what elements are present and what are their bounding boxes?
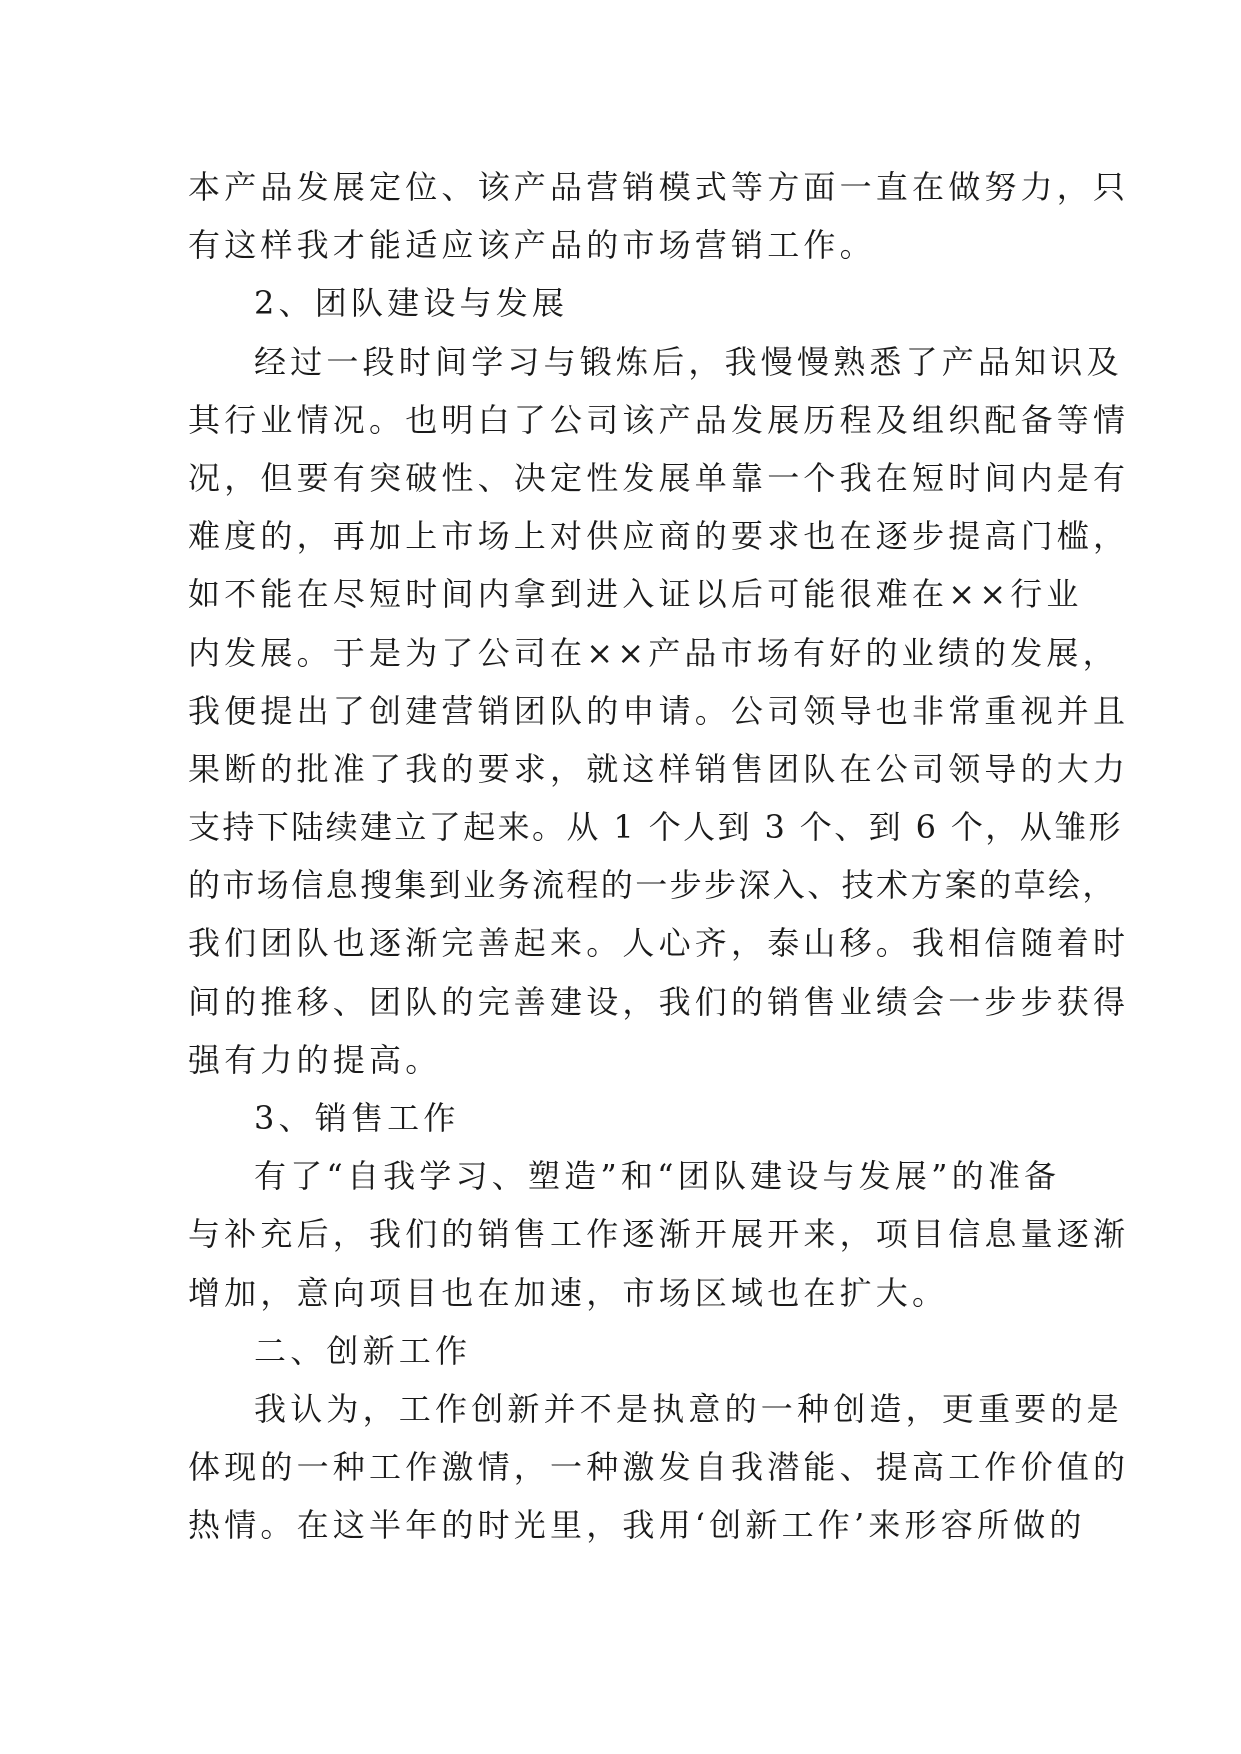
- text-line: 有了“自我学习、塑造”和“团队建设与发展”的准备: [254, 1157, 1061, 1196]
- text-line: 经过一段时间学习与锻炼后，我慢慢熟悉了产品知识及: [254, 342, 1123, 381]
- body-text: [188, 158, 1130, 1555]
- text-line: 与补充后，我们的销售工作逐渐开展开来，项目信息量逐渐: [188, 1215, 1130, 1254]
- section-heading: 3、销售工作: [254, 1099, 460, 1137]
- text-line: 其行业情况。也明白了公司该产品发展历程及组织配备等情: [188, 400, 1130, 439]
- text-line: 我便提出了创建营销团队的申请。公司领导也非常重视并且: [188, 691, 1130, 730]
- text-line: 难度的，再加上市场上对供应商的要求也在逐步提高门槛，: [188, 517, 1130, 556]
- text-line: 我认为，工作创新并不是执意的一种创造，更重要的是: [254, 1389, 1123, 1428]
- text-line: 况，但要有突破性、决定性发展单靠一个我在短时间内是有: [188, 458, 1130, 497]
- text-line: 的市场信息搜集到业务流程的一步步深入、技术方案的草绘，: [188, 866, 1117, 905]
- text-line: 有这样我才能适应该产品的市场营销工作。: [188, 226, 876, 265]
- text-line: 如不能在尽短时间内拿到进入证以后可能很难在××行业: [188, 575, 1083, 614]
- text-line: 我们团队也逐渐完善起来。人心齐，泰山移。我相信随着时: [188, 924, 1130, 963]
- text-line: 强有力的提高。: [188, 1040, 442, 1079]
- text-line: 支持下陆续建立了起来。从 1 个人到 3 个、到 6 个，从雏形: [188, 808, 1123, 847]
- text-line: 内发展。于是为了公司在××产品市场有好的业绩的发展，: [188, 633, 1119, 672]
- text-line: 体现的一种工作激情，一种激发自我潜能、提高工作价值的: [188, 1448, 1130, 1487]
- text-line: 间的推移、团队的完善建设，我们的销售业绩会一步步获得: [188, 982, 1130, 1021]
- text-line: 本产品发展定位、该产品营销模式等方面一直在做努力，只: [188, 168, 1130, 206]
- text-line: 果断的批准了我的要求，就这样销售团队在公司领导的大力: [188, 749, 1130, 788]
- section-heading: 二、创新工作: [254, 1331, 472, 1370]
- text-line: 热情。在这半年的时光里，我用‘创新工作’来形容所做的: [188, 1506, 1086, 1545]
- section-heading: 2、团队建设与发展: [254, 284, 569, 323]
- text-line: 增加，意向项目也在加速，市场区域也在扩大。: [188, 1273, 949, 1312]
